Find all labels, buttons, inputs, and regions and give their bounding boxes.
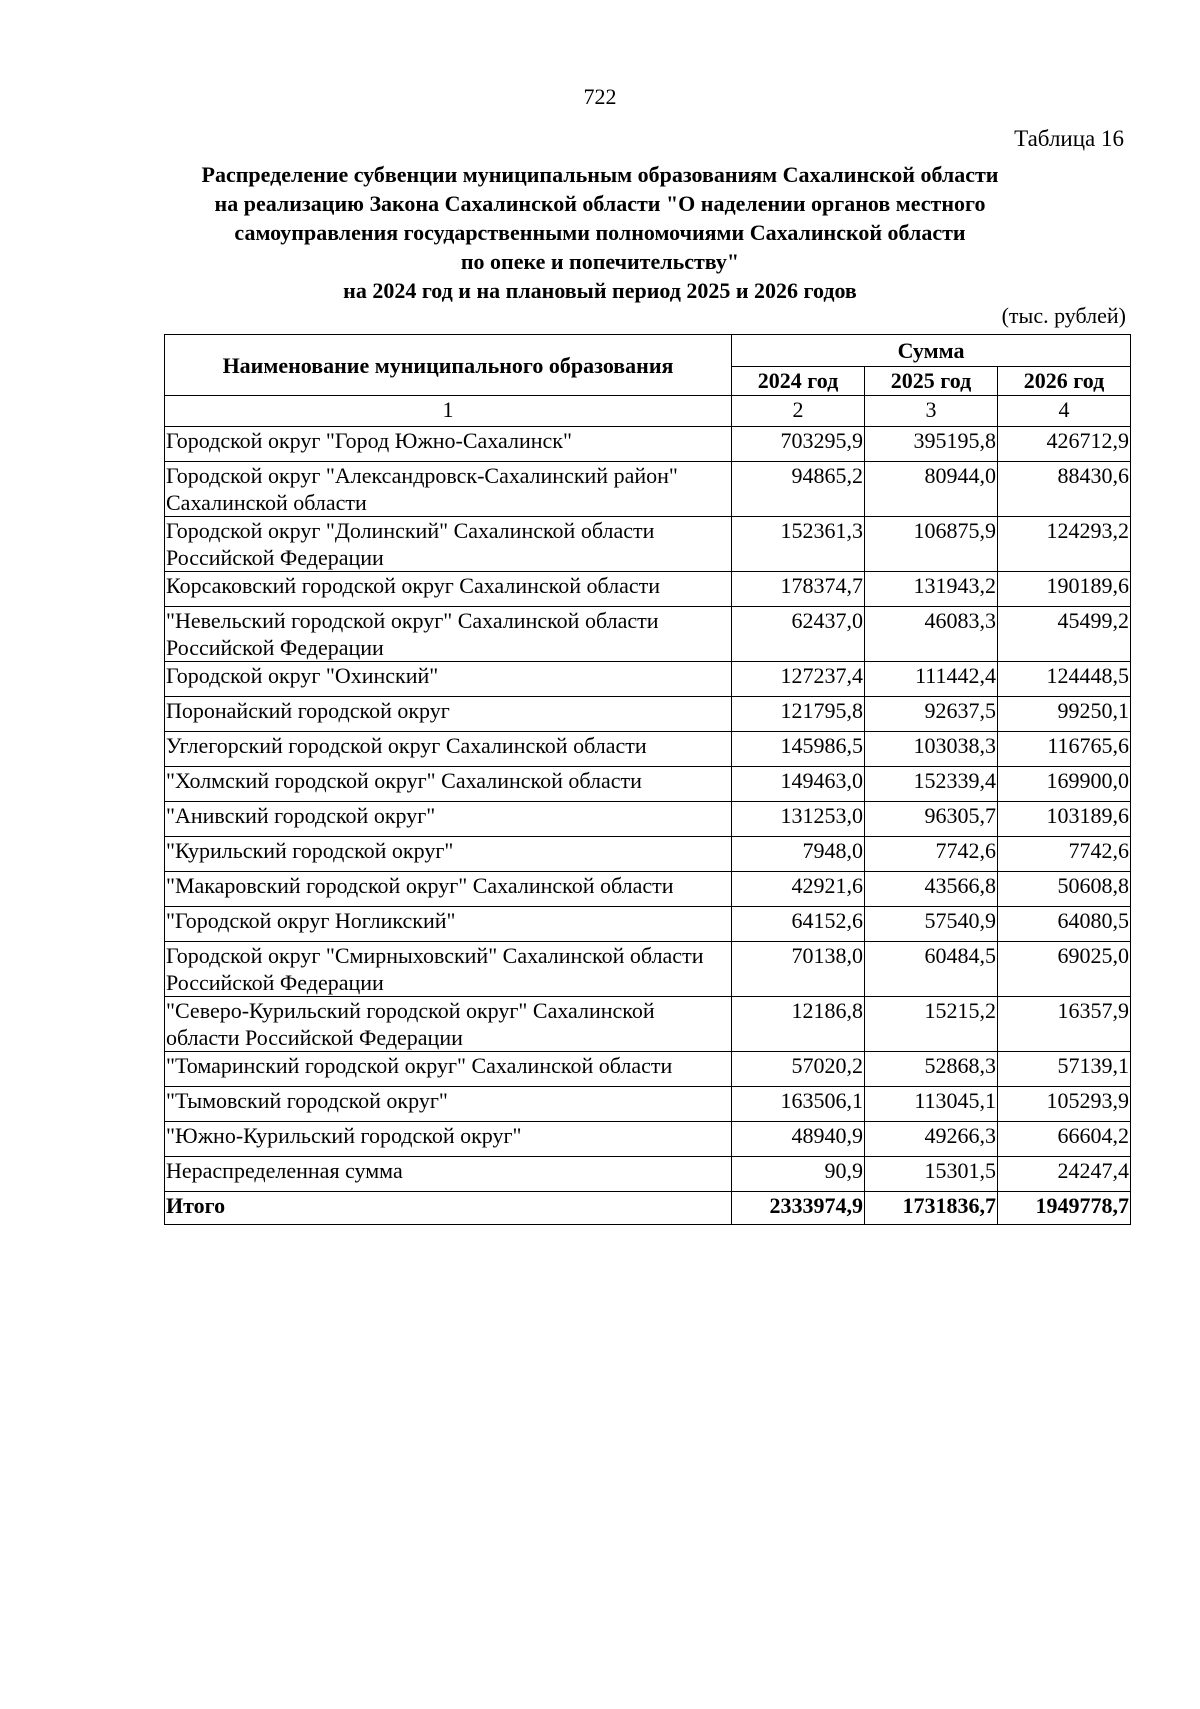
table-row bbox=[165, 572, 1131, 607]
table-row bbox=[165, 462, 1131, 517]
table-row bbox=[165, 942, 1131, 997]
value-2024: 57020,2 bbox=[732, 1052, 865, 1087]
value-2024: 64152,6 bbox=[732, 907, 865, 942]
header-name: Наименование муниципального образования bbox=[165, 335, 732, 396]
municipality-name: Городской округ "Охинский" bbox=[165, 662, 732, 697]
value-2024: 90,9 bbox=[732, 1157, 865, 1192]
value-2026: 99250,1 bbox=[998, 697, 1131, 732]
municipality-name: "Городской округ Ногликский" bbox=[165, 907, 732, 942]
table-row bbox=[165, 517, 1131, 572]
header-year-2026: 2026 год bbox=[998, 366, 1131, 395]
municipality-name: Городской округ "Александровск-Сахалинский район" Сахалинской области bbox=[165, 462, 732, 517]
value-2025: 46083,3 bbox=[865, 607, 998, 662]
table-body bbox=[165, 427, 1131, 1192]
municipality-name: Городской округ "Смирныховский" Сахалинской области Российской Федерации bbox=[165, 942, 732, 997]
units-label: (тыс. рублей) bbox=[1001, 303, 1126, 328]
value-2025: 49266,3 bbox=[865, 1122, 998, 1157]
table-row bbox=[165, 767, 1131, 802]
value-2025: 43566,8 bbox=[865, 872, 998, 907]
total-2026: 1949778,7 bbox=[998, 1192, 1131, 1225]
value-2025: 92637,5 bbox=[865, 697, 998, 732]
value-2024: 48940,9 bbox=[732, 1122, 865, 1157]
column-index: 3 bbox=[865, 396, 998, 427]
value-2024: 178374,7 bbox=[732, 572, 865, 607]
header-year-2024: 2024 год bbox=[732, 366, 865, 395]
value-2024: 149463,0 bbox=[732, 767, 865, 802]
title-line: Распределение субвенции муниципальным образованиям Сахалинской области bbox=[201, 162, 999, 187]
value-2025: 113045,1 bbox=[865, 1087, 998, 1122]
document-title bbox=[140, 160, 1060, 305]
table-row bbox=[165, 427, 1131, 462]
municipality-name: Корсаковский городской округ Сахалинской области bbox=[165, 572, 732, 607]
title-line: на 2024 год и на плановый период 2025 и 2026 годов bbox=[343, 278, 857, 303]
table-label: Таблица 16 bbox=[1014, 126, 1124, 151]
value-2026: 88430,6 bbox=[998, 462, 1131, 517]
value-2024: 131253,0 bbox=[732, 802, 865, 837]
table-row bbox=[165, 1122, 1131, 1157]
value-2024: 127237,4 bbox=[732, 662, 865, 697]
value-2025: 15301,5 bbox=[865, 1157, 998, 1192]
value-2025: 60484,5 bbox=[865, 942, 998, 997]
title-line: самоуправления государственными полномочиями Сахалинской области bbox=[234, 220, 966, 245]
header-sum: Сумма bbox=[732, 335, 1131, 367]
header-year-2025: 2025 год bbox=[865, 366, 998, 395]
value-2025: 15215,2 bbox=[865, 997, 998, 1052]
value-2026: 24247,4 bbox=[998, 1157, 1131, 1192]
municipality-name: Городской округ "Долинский" Сахалинской области Российской Федерации bbox=[165, 517, 732, 572]
table-row bbox=[165, 607, 1131, 662]
table-row bbox=[165, 997, 1131, 1052]
municipality-name: "Курильский городской округ" bbox=[165, 837, 732, 872]
value-2026: 190189,6 bbox=[998, 572, 1131, 607]
value-2025: 96305,7 bbox=[865, 802, 998, 837]
value-2024: 121795,8 bbox=[732, 697, 865, 732]
value-2026: 116765,6 bbox=[998, 732, 1131, 767]
table-row bbox=[165, 732, 1131, 767]
value-2024: 62437,0 bbox=[732, 607, 865, 662]
total-2024: 2333974,9 bbox=[732, 1192, 865, 1225]
municipality-name: "Южно-Курильский городской округ" bbox=[165, 1122, 732, 1157]
value-2026: 426712,9 bbox=[998, 427, 1131, 462]
value-2026: 50608,8 bbox=[998, 872, 1131, 907]
value-2026: 124293,2 bbox=[998, 517, 1131, 572]
value-2025: 52868,3 bbox=[865, 1052, 998, 1087]
municipality-name: "Тымовский городской округ" bbox=[165, 1087, 732, 1122]
value-2024: 94865,2 bbox=[732, 462, 865, 517]
table-row bbox=[165, 1087, 1131, 1122]
value-2026: 16357,9 bbox=[998, 997, 1131, 1052]
value-2025: 395195,8 bbox=[865, 427, 998, 462]
value-2025: 80944,0 bbox=[865, 462, 998, 517]
value-2026: 105293,9 bbox=[998, 1087, 1131, 1122]
municipality-name: "Макаровский городской округ" Сахалинской области bbox=[165, 872, 732, 907]
value-2025: 7742,6 bbox=[865, 837, 998, 872]
table-row bbox=[165, 837, 1131, 872]
municipality-name: "Невельский городской округ" Сахалинской области Российской Федерации bbox=[165, 607, 732, 662]
title-line: на реализацию Закона Сахалинской области "О наделении органов местного bbox=[214, 191, 986, 216]
value-2024: 7948,0 bbox=[732, 837, 865, 872]
value-2026: 7742,6 bbox=[998, 837, 1131, 872]
value-2026: 45499,2 bbox=[998, 607, 1131, 662]
municipality-name: Углегорский городской округ Сахалинской области bbox=[165, 732, 732, 767]
table-row bbox=[165, 1157, 1131, 1192]
value-2026: 69025,0 bbox=[998, 942, 1131, 997]
table-row bbox=[165, 662, 1131, 697]
value-2026: 66604,2 bbox=[998, 1122, 1131, 1157]
value-2025: 106875,9 bbox=[865, 517, 998, 572]
value-2026: 169900,0 bbox=[998, 767, 1131, 802]
value-2024: 145986,5 bbox=[732, 732, 865, 767]
table-row bbox=[165, 697, 1131, 732]
total-label: Итого bbox=[165, 1192, 732, 1225]
distribution-table bbox=[164, 334, 1131, 1225]
municipality-name: "Томаринский городской округ" Сахалинской области bbox=[165, 1052, 732, 1087]
total-2025: 1731836,7 bbox=[865, 1192, 998, 1225]
column-index: 1 bbox=[165, 396, 732, 427]
column-index: 2 bbox=[732, 396, 865, 427]
value-2026: 103189,6 bbox=[998, 802, 1131, 837]
column-index: 4 bbox=[998, 396, 1131, 427]
value-2026: 57139,1 bbox=[998, 1052, 1131, 1087]
value-2024: 152361,3 bbox=[732, 517, 865, 572]
value-2024: 163506,1 bbox=[732, 1087, 865, 1122]
total-row bbox=[165, 1192, 1131, 1225]
value-2025: 131943,2 bbox=[865, 572, 998, 607]
title-line: по опеке и попечительству" bbox=[460, 249, 740, 274]
page-number: 722 bbox=[583, 84, 617, 109]
value-2025: 103038,3 bbox=[865, 732, 998, 767]
municipality-name: Городской округ "Город Южно-Сахалинск" bbox=[165, 427, 732, 462]
value-2024: 42921,6 bbox=[732, 872, 865, 907]
municipality-name: "Анивский городской округ" bbox=[165, 802, 732, 837]
value-2024: 703295,9 bbox=[732, 427, 865, 462]
table-row bbox=[165, 907, 1131, 942]
value-2026: 124448,5 bbox=[998, 662, 1131, 697]
table-row bbox=[165, 872, 1131, 907]
municipality-name: Поронайский городской округ bbox=[165, 697, 732, 732]
value-2024: 70138,0 bbox=[732, 942, 865, 997]
value-2025: 111442,4 bbox=[865, 662, 998, 697]
table-row bbox=[165, 802, 1131, 837]
value-2025: 57540,9 bbox=[865, 907, 998, 942]
municipality-name: Нераспределенная сумма bbox=[165, 1157, 732, 1192]
value-2024: 12186,8 bbox=[732, 997, 865, 1052]
municipality-name: "Северо-Курильский городской округ" Сахалинской области Российской Федерации bbox=[165, 997, 732, 1052]
value-2026: 64080,5 bbox=[998, 907, 1131, 942]
table-row bbox=[165, 1052, 1131, 1087]
municipality-name: "Холмский городской округ" Сахалинской области bbox=[165, 767, 732, 802]
value-2025: 152339,4 bbox=[865, 767, 998, 802]
